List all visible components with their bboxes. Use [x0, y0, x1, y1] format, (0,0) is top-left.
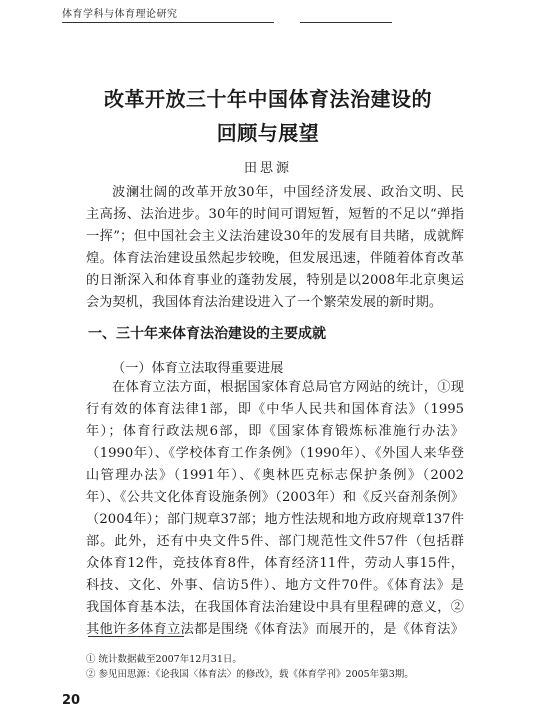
footnote-1: ① 统计数据截至2007年12月31日。 [86, 654, 242, 665]
body-line: 在体育立法方面，根据国家体育总局官方网站的统计，①现 [112, 380, 464, 395]
body-line: （1990年）、《学校体育工作条例》（1990年）、《外国人来华登 [86, 446, 464, 461]
intro-line: 主高扬、法治进步。30年的时间可谓短暂，短暂的不足以“弹指 [86, 207, 464, 222]
article-title-line-2: 回顾与展望 [216, 121, 320, 145]
article-title-line-1: 改革开放三十年中国体育法治建设的 [104, 87, 432, 111]
body-line: 行有效的体育法律1部，即《中华人民共和国体育法》（1995 [86, 402, 464, 417]
body-line: 其他许多体育立法都是围绕《体育法》而展开的，是《体育法》 [86, 622, 464, 637]
intro-line: 波澜壮阔的改革开放30年，中国经济发展、政治文明、民 [112, 185, 464, 200]
running-head: 体育学科与体育理论研究 [62, 9, 178, 20]
footnote-2: ② 参见田思源：《论我国〈体育法〉的修改》，载《体育学刊》2005年第3期。 [86, 669, 414, 680]
intro-line: 煌。体育法治建设虽然起步较晚，但发展迅速，伴随着体育改革 [86, 251, 464, 266]
section-heading: 一、三十年来体育法治建设的主要成就 [88, 326, 326, 342]
page-number: 20 [62, 693, 81, 708]
intro-line: 会为契机，我国体育法治建设进入了一个繁荣发展的新时期。 [86, 295, 443, 310]
body-line: 我国体育基本法，在我国体育法治建设中具有里程碑的意义，② [86, 600, 464, 615]
intro-line: 的日渐深入和体育事业的蓬勃发展，特别是以2008年北京奥运 [86, 273, 464, 288]
body-line: （2004年）；部门规章37部；地方性法规和地方政府规章137件 [86, 512, 464, 527]
body-line: 山管理办法》（1991年）、《奥林匹克标志保护条例》（2002 [86, 468, 464, 483]
body-line: 部。此外，还有中央文件5件、部门规范性文件57件（包括群 [86, 534, 464, 549]
body-line: 众体育12件，竞技体育8件，体育经济11件，劳动人事15件， [86, 556, 464, 571]
intro-line: 一挥”；但中国社会主义法治建设30年的发展有目共睹，成就辉 [86, 229, 464, 244]
subsection-heading: （一）体育立法取得重要进展 [112, 361, 284, 376]
footnote-rule [88, 636, 184, 637]
article-author: 田思源 [243, 161, 292, 176]
body-line: 科技、文化、外事、信访5件）、地方文件70件。《体育法》是 [86, 578, 464, 593]
header-rule-left [62, 22, 274, 23]
header-rule-right [300, 22, 392, 23]
body-line: 年）、《公共文化体育设施条例》（2003年）和《反兴奋剂条例》 [86, 490, 464, 505]
body-line: 年）；体育行政法规6部，即《国家体育锻炼标准施行办法》 [86, 424, 464, 439]
